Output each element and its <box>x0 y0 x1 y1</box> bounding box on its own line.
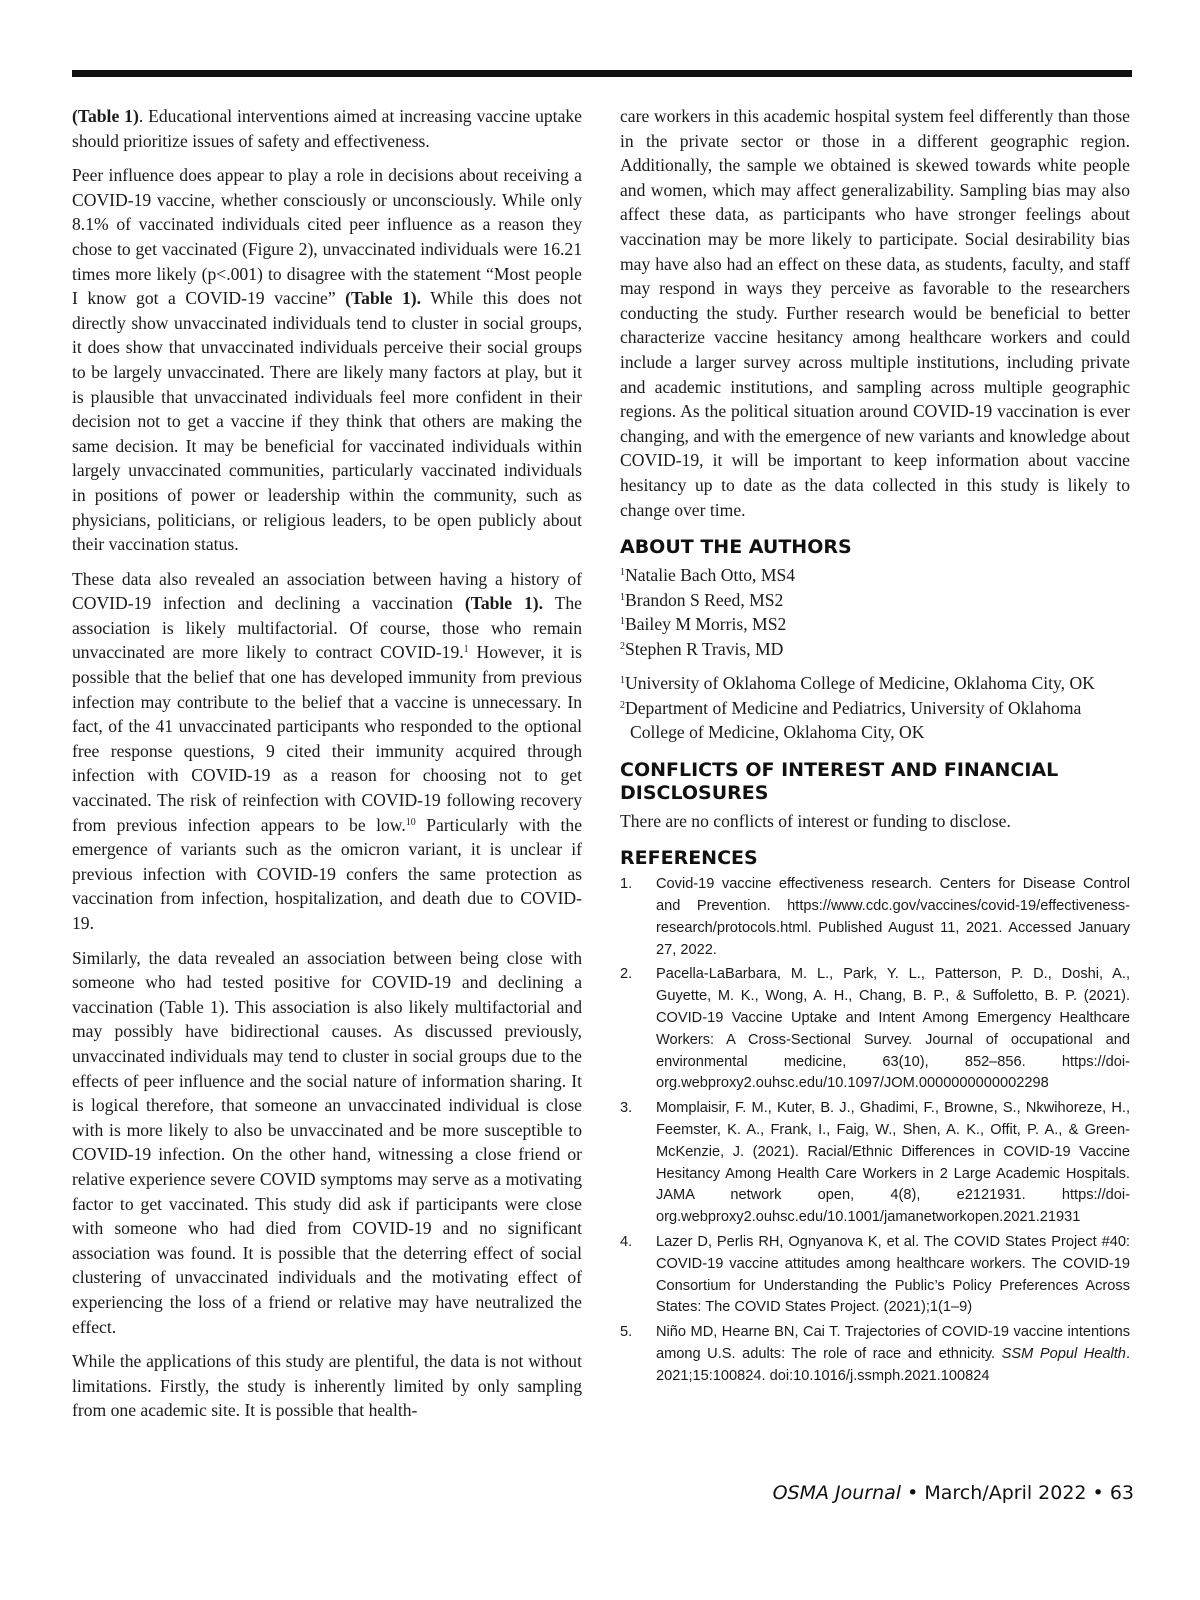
paragraph-text: Particularly with the emergence of variants such as the omicron variant, it is unclear if previous infection with COVID-19 confers the same protection as vaccination from infection, hospitalization, and death due to COVID-19. <box>72 814 582 933</box>
author-item <box>620 588 1130 613</box>
paragraph-text: These data also revealed an association between having a history of COVID-19 infection and declining a vaccination <box>72 568 582 614</box>
footer-separator: • <box>901 1482 925 1504</box>
affiliation-superscript: 1 <box>620 675 625 687</box>
paragraph-1 <box>72 104 582 153</box>
reference-text: Momplaisir, F. M., Kuter, B. J., Ghadimi, F., Browne, S., Nkwihoreze, H., Feemster, K. A., Frank, I., Faig, W., Shen, A. K., Offit, P. A., & Green-McKenzie, J. (2021). Racial/Ethnic Differences in COVID-19 Vaccine Hesitancy Among Health Care Workers in 2 Large Academic Hospitals. JAMA network open, 4(8), e2121931. https://doi-org.webproxy2.ouhsc.edu/10.1001/jamanetworkopen.2021.21931 <box>656 1100 1130 1226</box>
conflicts-heading: CONFLICTS OF INTEREST AND FINANCIAL DISCLOSURES <box>620 758 1059 804</box>
reference-number: 4. <box>620 1233 633 1250</box>
author-item <box>620 563 1130 588</box>
paragraph-peer-influence <box>72 163 582 557</box>
reference-text: Niño MD, Hearne BN, Cai T. Trajectories of COVID-19 vaccine intentions among U.S. adults: The role of race and ethnicity. <box>656 1324 1130 1362</box>
footer-issue: March/April 2022 <box>924 1482 1087 1504</box>
footer-journal-name: OSMA Journal <box>772 1482 902 1504</box>
affiliation-superscript: 2 <box>620 699 625 711</box>
paragraph-infection-history <box>72 567 582 936</box>
table-ref: (Table 1) <box>72 106 139 126</box>
reference-text: Covid-19 vaccine effectiveness research. Centers for Disease Control and Prevention. https://www.cdc.gov/vaccines/covid-19/effectiveness-research/protocols.html. Published August 11, 2021. Accessed January 27, 2022. <box>656 876 1130 958</box>
right-column <box>620 104 1130 1391</box>
reference-list <box>620 874 1130 1387</box>
left-column <box>72 104 582 1433</box>
footer-separator: • <box>1086 1482 1110 1504</box>
paragraph-limitations-continued: care workers in this academic hospital system feel differently than those in the private sector or those in a different geographic region. Additionally, the sample we obtained is skewed towards white people and women, which may affect generalizability. Sampling bias may also affect these data, as participants who have stronger feelings about vaccination may be more likely to participate. Social desirability bias may have also had an effect on these data, as students, faculty, and staff may respond in ways they perceive as favorable to the researchers conducting the study. Further research would be beneficial to better characterize vaccine hesitancy among healthcare workers and could include a larger survey across multiple institutions, including private and academic institutions, and sampling across multiple geographic regions. As the political situation around COVID-19 vaccination is ever changing, and with the emergence of new variants and knowledge about COVID-19, it will be important to keep information about vaccine hesitancy up to date as the data collected in this study is likely to change over time. <box>620 106 1130 520</box>
author-item <box>620 612 1130 637</box>
reference-text: Pacella-LaBarbara, M. L., Park, Y. L., Patterson, P. D., Doshi, A., Guyette, M. K., Wong, A. H., Chang, B. P., & Suffoletto, B. P. (2021). COVID-19 Vaccine Uptake and Intent Among Emergency Healthcare Workers: A Cross-Sectional Survey. Journal of occupational and environmental medicine, 63(10), 852–856. https://doi-org.webproxy2.ouhsc.edu/10.1097/JOM.0000000000002298 <box>656 966 1130 1092</box>
citation-superscript: 10 <box>405 816 416 828</box>
affiliation-superscript: 1 <box>620 567 625 579</box>
reference-text: Lazer D, Perlis RH, Ognyanova K, et al. The COVID States Project #40: COVID-19 vaccine attitudes among healthcare workers. The COVID-19 Consortium for Understanding the Public’s Policy Preferences Across States: The COVID States Project. (2021);1(1–9) <box>656 1233 1130 1316</box>
author-item <box>620 637 1130 662</box>
citation-superscript: 1 <box>463 644 469 656</box>
author-name: Natalie Bach Otto, MS4 <box>625 565 796 586</box>
table-ref: (Table 1). <box>345 288 422 309</box>
reference-number: 5. <box>620 1324 633 1341</box>
reference-text: . 2021;15:100824. doi:10.1016/j.ssmph.2021.100824 <box>656 1345 1130 1384</box>
affiliation-superscript: 1 <box>620 591 625 603</box>
page-number: 63 <box>1109 1482 1134 1504</box>
about-authors-heading: ABOUT THE AUTHORS <box>620 536 852 559</box>
paragraph-text: While this does not directly show unvaccinated individuals tend to cluster in social groups, it does show that unvaccinated individuals perceive their social groups to be largely unvaccinated. There are likely many factors at play, but it is plausible that unvaccinated individuals feel more confident in their decision not to get a vaccine if they think that others are making the same decision. It may be beneficial for vaccinated individuals within largely unvaccinated communities, particularly vaccinated individuals in positions of power or leadership within the community, such as physicians, politicians, or religious leaders, to be open publicly about their vaccination status. <box>72 288 583 555</box>
paragraph-text: However, it is possible that the belief that one has developed immunity from previous infection may contribute to the belief that a vaccine is unnecessary. In fact, of the 41 unvaccinated participants who responded to the optional free response questions, 9 cited their immunity acquired through infection with COVID-19 as a reason for choosing not to get vaccinated. The risk of reinfection with COVID-19 following recovery from previous infection appears to be low. <box>72 642 582 835</box>
references-heading: REFERENCES <box>620 847 758 870</box>
author-name: Stephen R Travis, MD <box>625 638 784 659</box>
reference-item <box>620 1232 1130 1319</box>
paragraph-text: . Educational interventions aimed at increasing vaccine uptake should prioritize issues of safety and effectiveness. <box>72 106 582 151</box>
affiliation-text: Department of Medicine and Pediatrics, University of Oklahoma College of Medicine, Oklahoma City, OK <box>625 697 1082 743</box>
paragraph-limitations: While the applications of this study are plentiful, the data is not without limitations. Firstly, the study is inherently limited by only sampling from one academic site. It is possible that health- <box>72 1351 582 1421</box>
paragraph-text: Peer influence does appear to play a role in decisions about receiving a COVID-19 vaccine, whether consciously or unconsciously. While only 8.1% of vaccinated individuals cited peer influence as a reason they chose to get vaccinated (Figure 2), unvaccinated individuals were 16.21 times more likely (p<.001) to disagree with the statement “Most people I know got a COVID-19 vaccine” <box>72 165 582 309</box>
reference-item <box>620 874 1130 961</box>
affiliation-superscript: 2 <box>620 640 625 652</box>
reference-number: 2. <box>620 966 633 983</box>
reference-number: 1. <box>620 876 633 893</box>
paragraph-close-contact: Similarly, the data revealed an association between being close with someone who had tested positive for COVID-19 and declining a vaccination (Table 1). This association is also likely multifactorial and may possibly have bidirectional causes. As discussed previously, unvaccinated individuals may tend to cluster in social groups due to the effects of peer influence and the social nature of information sharing. It is logical therefore, that someone an unvaccinated individual is close with is more likely to also be unvaccinated and be more susceptible to COVID-19 infection. On the other hand, witnessing a close friend or relative experience severe COVID symptoms may serve as a motivating factor to get vaccinated. This study did ask if participants were close with someone who had died from COVID-19 and no significant association was found. It is possible that the deterring effect of social clustering of unvaccinated individuals and the motivating effect of experiencing the loss of a friend or relative may have neutralized the effect. <box>72 947 582 1337</box>
reference-number: 3. <box>620 1100 633 1117</box>
affiliation-superscript: 1 <box>620 616 625 628</box>
affiliation-text: University of Oklahoma College of Medicine, Oklahoma City, OK <box>625 673 1095 694</box>
affiliation-list <box>620 671 1130 745</box>
affiliation-item <box>620 696 1130 745</box>
reference-item <box>620 964 1130 1095</box>
reference-item <box>620 1322 1130 1387</box>
author-name: Bailey M Morris, MS2 <box>625 614 787 635</box>
top-rule <box>72 70 1132 77</box>
table-ref: (Table 1). <box>464 593 544 614</box>
page-footer <box>773 1482 1134 1504</box>
reference-item <box>620 1098 1130 1229</box>
conflicts-text: There are no conflicts of interest or funding to disclose. <box>620 810 1011 831</box>
author-list <box>620 563 1130 661</box>
paragraph-text: The association is likely multifactorial. Of course, those who remain unvaccinated are more likely to contract COVID-19. <box>72 593 582 663</box>
author-name: Brandon S Reed, MS2 <box>625 589 784 610</box>
affiliation-item <box>620 671 1130 696</box>
reference-journal: SSM Popul Health <box>1001 1345 1126 1362</box>
